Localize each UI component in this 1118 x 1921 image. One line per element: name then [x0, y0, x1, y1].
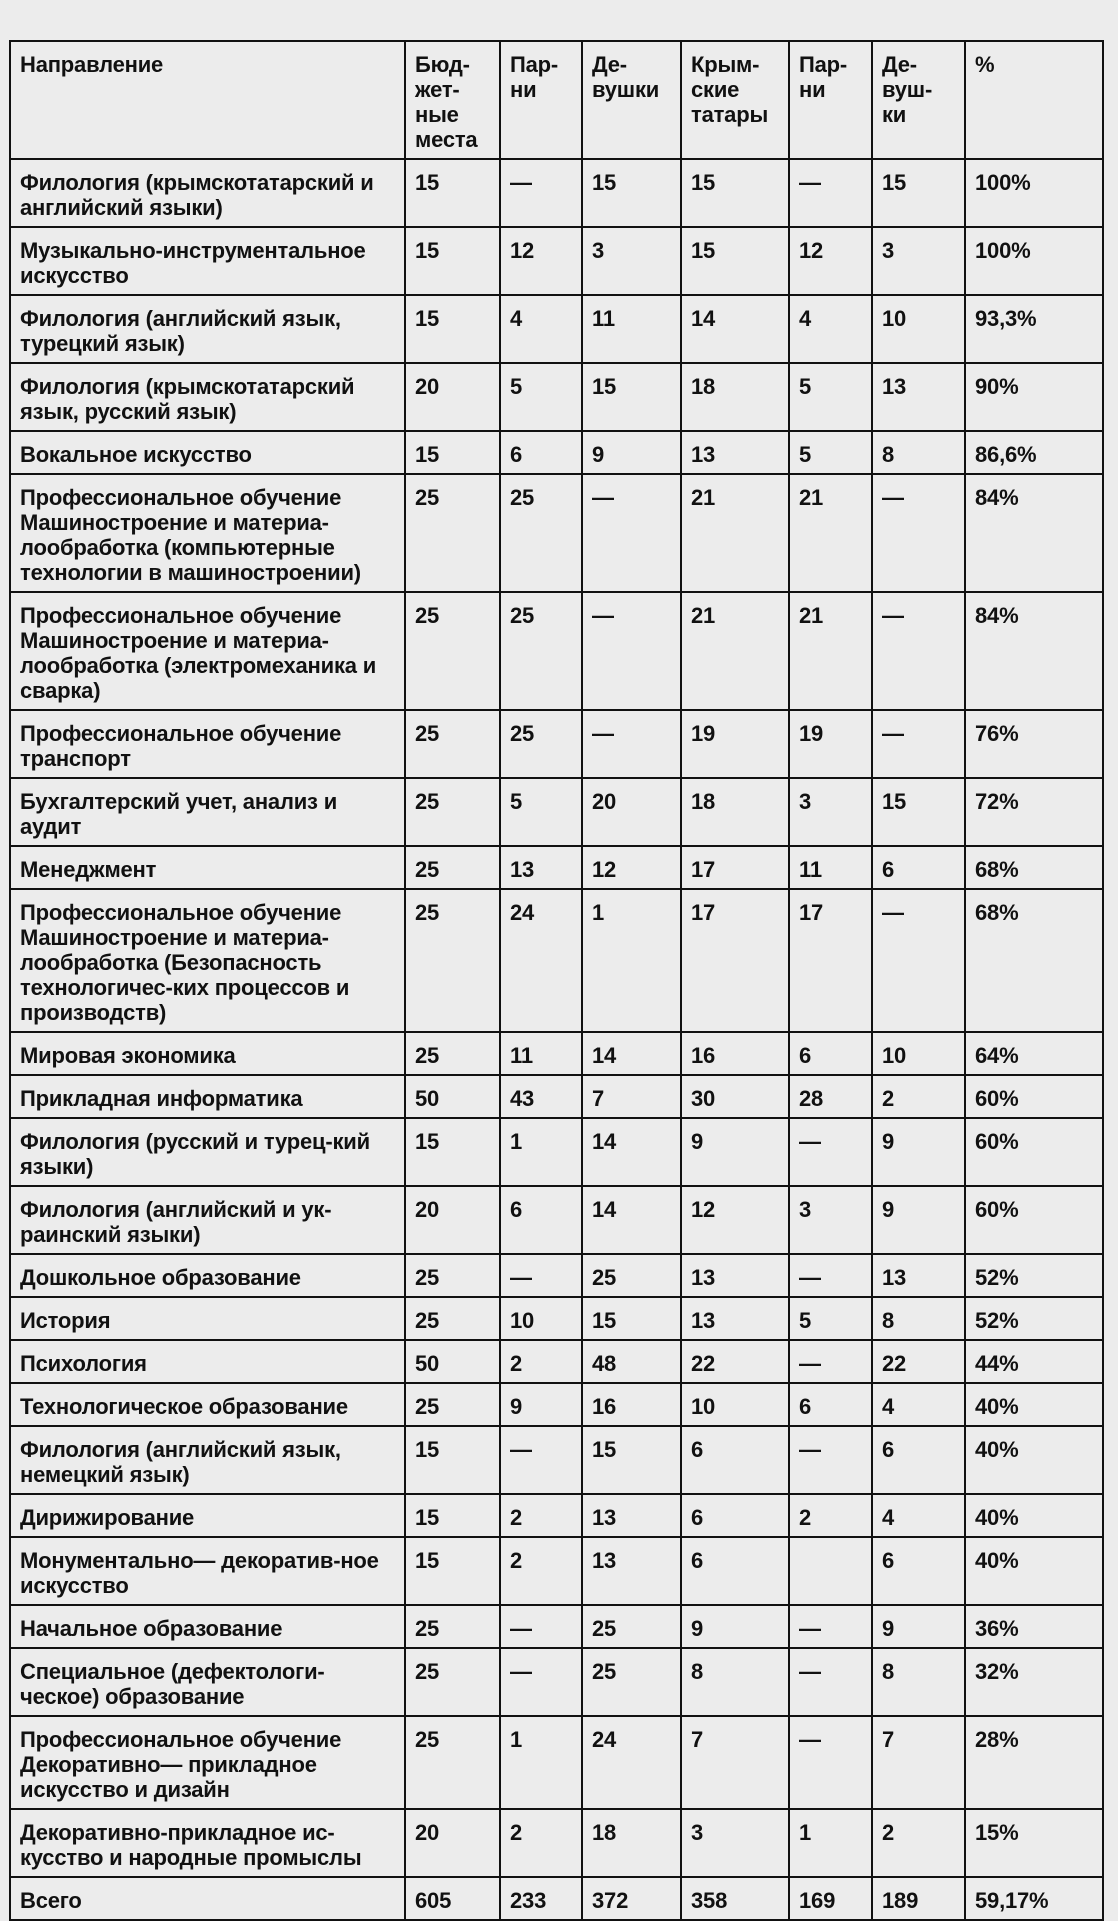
cell-crimean-tatars: 12 [681, 1186, 789, 1254]
table-header-row [10, 41, 1103, 159]
cell-percent: 68% [965, 889, 1103, 1032]
cell-girls: 13 [582, 1537, 681, 1605]
table-row [10, 1383, 1103, 1426]
header-line: жет- [415, 77, 460, 102]
cell-direction: Декоративно-прикладное ис-кусство и народные промыслы [10, 1809, 405, 1877]
table-row [10, 1605, 1103, 1648]
cell-percent: 40% [965, 1537, 1103, 1605]
cell-crimean-tatars: 9 [681, 1118, 789, 1186]
cell-budget-places: 25 [405, 1383, 500, 1426]
cell-direction: Дошкольное образование [10, 1254, 405, 1297]
cell-budget-places: 15 [405, 431, 500, 474]
cell-boys: 2 [500, 1340, 582, 1383]
cell-tatar-boys: 5 [789, 1297, 872, 1340]
cell-direction: Филология (английский язык, турецкий язык) [10, 295, 405, 363]
table-row [10, 1648, 1103, 1716]
cell-percent: 86,6% [965, 431, 1103, 474]
cell-girls: 25 [582, 1254, 681, 1297]
cell-budget-places: 25 [405, 1605, 500, 1648]
cell-crimean-tatars: 6 [681, 1537, 789, 1605]
table-row [10, 778, 1103, 846]
cell-percent: 40% [965, 1494, 1103, 1537]
cell-percent: 68% [965, 846, 1103, 889]
cell-direction: Начальное образование [10, 1605, 405, 1648]
cell-tatar-girls: 9 [872, 1605, 965, 1648]
cell-crimean-tatars: 22 [681, 1340, 789, 1383]
cell-tatar-boys: — [789, 1648, 872, 1716]
table-row [10, 1494, 1103, 1537]
header-line: Де- [882, 52, 917, 77]
table-row [10, 846, 1103, 889]
table-row [10, 227, 1103, 295]
cell-boys: 24 [500, 889, 582, 1032]
cell-crimean-tatars: 17 [681, 846, 789, 889]
cell-percent: 52% [965, 1297, 1103, 1340]
table-row [10, 1809, 1103, 1877]
cell-direction: Монументально— декоратив-ное искусство [10, 1537, 405, 1605]
cell-girls: 3 [582, 227, 681, 295]
cell-tatar-girls: 13 [872, 1254, 965, 1297]
cell-percent: 32% [965, 1648, 1103, 1716]
header-line: ни [799, 77, 826, 102]
cell-tatar-girls: — [872, 474, 965, 592]
cell-girls: 15 [582, 363, 681, 431]
table-row [10, 710, 1103, 778]
cell-crimean-tatars: 13 [681, 431, 789, 474]
cell-percent: 59,17% [965, 1877, 1103, 1920]
header-line: Пар- [510, 52, 559, 77]
cell-direction: Психология [10, 1340, 405, 1383]
cell-tatar-boys: — [789, 159, 872, 227]
cell-boys: 4 [500, 295, 582, 363]
cell-crimean-tatars: 358 [681, 1877, 789, 1920]
cell-budget-places: 20 [405, 363, 500, 431]
cell-boys: 25 [500, 592, 582, 710]
cell-crimean-tatars: 21 [681, 474, 789, 592]
cell-crimean-tatars: 6 [681, 1494, 789, 1537]
cell-tatar-girls: 4 [872, 1383, 965, 1426]
cell-budget-places: 25 [405, 846, 500, 889]
cell-budget-places: 15 [405, 1118, 500, 1186]
cell-girls: 15 [582, 1426, 681, 1494]
cell-budget-places: 25 [405, 1648, 500, 1716]
cell-tatar-boys: 169 [789, 1877, 872, 1920]
cell-tatar-girls: 6 [872, 1426, 965, 1494]
cell-tatar-girls: 13 [872, 363, 965, 431]
cell-percent: 84% [965, 592, 1103, 710]
header-line: вушки [592, 77, 660, 102]
cell-direction: Менеджмент [10, 846, 405, 889]
cell-boys: 233 [500, 1877, 582, 1920]
cell-direction: История [10, 1297, 405, 1340]
cell-budget-places: 15 [405, 295, 500, 363]
cell-boys: 12 [500, 227, 582, 295]
cell-tatar-boys: 2 [789, 1494, 872, 1537]
cell-tatar-girls: 10 [872, 295, 965, 363]
cell-percent: 44% [965, 1340, 1103, 1383]
cell-budget-places: 15 [405, 159, 500, 227]
cell-girls: 14 [582, 1186, 681, 1254]
cell-tatar-boys [789, 1537, 872, 1605]
table-row [10, 1537, 1103, 1605]
cell-tatar-boys: 5 [789, 431, 872, 474]
cell-tatar-boys: 4 [789, 295, 872, 363]
table-row [10, 1340, 1103, 1383]
cell-crimean-tatars: 16 [681, 1032, 789, 1075]
cell-girls: 20 [582, 778, 681, 846]
cell-girls: 24 [582, 1716, 681, 1809]
header-line: Крым- [691, 52, 760, 77]
table-row [10, 363, 1103, 431]
cell-tatar-girls: — [872, 889, 965, 1032]
table-row [10, 474, 1103, 592]
cell-girls: 11 [582, 295, 681, 363]
cell-boys: 1 [500, 1716, 582, 1809]
cell-girls: 1 [582, 889, 681, 1032]
cell-percent: 90% [965, 363, 1103, 431]
cell-tatar-boys: 3 [789, 778, 872, 846]
cell-tatar-girls: 7 [872, 1716, 965, 1809]
cell-percent: 100% [965, 159, 1103, 227]
header-line: Де- [592, 52, 627, 77]
cell-boys: 25 [500, 710, 582, 778]
cell-tatar-girls: 2 [872, 1809, 965, 1877]
cell-girls: 16 [582, 1383, 681, 1426]
cell-boys: — [500, 1426, 582, 1494]
cell-budget-places: 15 [405, 1494, 500, 1537]
cell-budget-places: 15 [405, 1537, 500, 1605]
cell-budget-places: 25 [405, 778, 500, 846]
cell-budget-places: 25 [405, 889, 500, 1032]
cell-crimean-tatars: 6 [681, 1426, 789, 1494]
cell-tatar-girls: 3 [872, 227, 965, 295]
cell-girls: 372 [582, 1877, 681, 1920]
cell-tatar-boys: 12 [789, 227, 872, 295]
header-girls [582, 41, 681, 159]
cell-crimean-tatars: 13 [681, 1254, 789, 1297]
header-line: Бюд- [415, 52, 470, 77]
cell-boys: 2 [500, 1494, 582, 1537]
cell-direction: Профессиональное обучение Машиностроение и материа-лообработка (компьютерные технологии в машиностроении) [10, 474, 405, 592]
header-direction [10, 41, 405, 159]
cell-percent: 100% [965, 227, 1103, 295]
cell-tatar-girls: — [872, 592, 965, 710]
header-tatar-girls [872, 41, 965, 159]
header-line: Направление [20, 52, 164, 77]
cell-tatar-boys: 5 [789, 363, 872, 431]
cell-girls: 48 [582, 1340, 681, 1383]
cell-crimean-tatars: 3 [681, 1809, 789, 1877]
cell-direction: Филология (крымскотатарский и английский языки) [10, 159, 405, 227]
cell-direction: Вокальное искусство [10, 431, 405, 474]
cell-percent: 40% [965, 1426, 1103, 1494]
cell-crimean-tatars: 30 [681, 1075, 789, 1118]
cell-budget-places: 25 [405, 1297, 500, 1340]
cell-direction: Профессиональное обучение Машиностроение и материа-лообработка (электромеханика и сварка) [10, 592, 405, 710]
cell-tatar-girls: 189 [872, 1877, 965, 1920]
cell-direction: Мировая экономика [10, 1032, 405, 1075]
cell-girls: 7 [582, 1075, 681, 1118]
cell-direction: Профессиональное обучение транспорт [10, 710, 405, 778]
cell-boys: 2 [500, 1809, 582, 1877]
cell-boys: 11 [500, 1032, 582, 1075]
header-percent [965, 41, 1103, 159]
cell-direction: Специальное (дефектологи-ческое) образование [10, 1648, 405, 1716]
cell-crimean-tatars: 15 [681, 227, 789, 295]
cell-tatar-girls: 9 [872, 1186, 965, 1254]
cell-tatar-girls: 8 [872, 1297, 965, 1340]
cell-tatar-girls: 8 [872, 431, 965, 474]
cell-budget-places: 25 [405, 474, 500, 592]
cell-girls: 25 [582, 1648, 681, 1716]
cell-tatar-boys: 19 [789, 710, 872, 778]
admission-table [9, 40, 1104, 1921]
header-tatar-boys [789, 41, 872, 159]
cell-girls: 9 [582, 431, 681, 474]
header-line: ные [415, 102, 459, 127]
cell-percent: 64% [965, 1032, 1103, 1075]
cell-boys: — [500, 159, 582, 227]
cell-direction: Технологическое образование [10, 1383, 405, 1426]
header-line: % [975, 52, 995, 77]
table-row [10, 1075, 1103, 1118]
cell-tatar-girls: 6 [872, 1537, 965, 1605]
total-row [10, 1877, 1103, 1920]
header-line: ские [691, 77, 740, 102]
cell-percent: 72% [965, 778, 1103, 846]
cell-tatar-boys: — [789, 1605, 872, 1648]
header-line: ни [510, 77, 537, 102]
table-row [10, 295, 1103, 363]
cell-direction: Филология (крымскотатарский язык, русский язык) [10, 363, 405, 431]
table-row [10, 1716, 1103, 1809]
cell-tatar-boys: 21 [789, 592, 872, 710]
cell-percent: 52% [965, 1254, 1103, 1297]
cell-boys: — [500, 1254, 582, 1297]
cell-boys: 6 [500, 431, 582, 474]
cell-tatar-boys: — [789, 1426, 872, 1494]
cell-percent: 76% [965, 710, 1103, 778]
header-crimean-tatars [681, 41, 789, 159]
cell-boys: 2 [500, 1537, 582, 1605]
table-row [10, 1118, 1103, 1186]
cell-boys: — [500, 1605, 582, 1648]
cell-girls: 13 [582, 1494, 681, 1537]
cell-direction: Филология (английский язык, немецкий язык) [10, 1426, 405, 1494]
cell-budget-places: 15 [405, 1426, 500, 1494]
cell-budget-places: 20 [405, 1809, 500, 1877]
table-row [10, 1297, 1103, 1340]
table-row [10, 1426, 1103, 1494]
cell-girls: 12 [582, 846, 681, 889]
cell-girls: — [582, 592, 681, 710]
cell-budget-places: 50 [405, 1340, 500, 1383]
cell-crimean-tatars: 18 [681, 363, 789, 431]
cell-tatar-boys: 6 [789, 1383, 872, 1426]
header-line: Пар- [799, 52, 848, 77]
cell-direction: Профессиональное обучение Машиностроение и материа-лообработка (Безопасность технологичес-ких процессов и производств) [10, 889, 405, 1032]
cell-percent: 28% [965, 1716, 1103, 1809]
cell-girls: 25 [582, 1605, 681, 1648]
cell-crimean-tatars: 21 [681, 592, 789, 710]
cell-budget-places: 25 [405, 1254, 500, 1297]
cell-budget-places: 605 [405, 1877, 500, 1920]
cell-girls: 14 [582, 1032, 681, 1075]
cell-tatar-boys: — [789, 1340, 872, 1383]
cell-percent: 93,3% [965, 295, 1103, 363]
cell-percent: 36% [965, 1605, 1103, 1648]
cell-tatar-boys: 11 [789, 846, 872, 889]
cell-tatar-boys: 17 [789, 889, 872, 1032]
cell-crimean-tatars: 15 [681, 159, 789, 227]
cell-tatar-girls: 22 [872, 1340, 965, 1383]
cell-percent: 60% [965, 1075, 1103, 1118]
cell-boys: 5 [500, 778, 582, 846]
cell-budget-places: 25 [405, 1032, 500, 1075]
cell-tatar-boys: — [789, 1118, 872, 1186]
table-row [10, 1254, 1103, 1297]
cell-tatar-girls: 4 [872, 1494, 965, 1537]
header-line: татары [691, 102, 769, 127]
header-budget-places [405, 41, 500, 159]
cell-boys: 9 [500, 1383, 582, 1426]
table-body [10, 159, 1103, 1920]
cell-crimean-tatars: 7 [681, 1716, 789, 1809]
cell-percent: 40% [965, 1383, 1103, 1426]
cell-crimean-tatars: 19 [681, 710, 789, 778]
cell-girls: 15 [582, 159, 681, 227]
cell-tatar-girls: 10 [872, 1032, 965, 1075]
cell-girls: 14 [582, 1118, 681, 1186]
cell-percent: 84% [965, 474, 1103, 592]
cell-tatar-boys: 6 [789, 1032, 872, 1075]
cell-boys: 25 [500, 474, 582, 592]
cell-direction: Филология (английский и ук-раинский языки) [10, 1186, 405, 1254]
cell-tatar-girls: 8 [872, 1648, 965, 1716]
cell-tatar-girls: — [872, 710, 965, 778]
header-line: ки [882, 102, 907, 127]
cell-percent: 15% [965, 1809, 1103, 1877]
cell-percent: 60% [965, 1186, 1103, 1254]
cell-girls: 15 [582, 1297, 681, 1340]
cell-girls: — [582, 710, 681, 778]
table-row [10, 159, 1103, 227]
cell-direction: Прикладная информатика [10, 1075, 405, 1118]
cell-boys: — [500, 1648, 582, 1716]
cell-crimean-tatars: 17 [681, 889, 789, 1032]
cell-budget-places: 15 [405, 227, 500, 295]
cell-tatar-boys: 3 [789, 1186, 872, 1254]
header-line: вуш- [882, 77, 933, 102]
cell-crimean-tatars: 8 [681, 1648, 789, 1716]
cell-tatar-boys: — [789, 1254, 872, 1297]
cell-boys: 10 [500, 1297, 582, 1340]
cell-budget-places: 25 [405, 1716, 500, 1809]
cell-tatar-boys: 28 [789, 1075, 872, 1118]
cell-budget-places: 25 [405, 710, 500, 778]
cell-boys: 5 [500, 363, 582, 431]
cell-crimean-tatars: 13 [681, 1297, 789, 1340]
cell-boys: 1 [500, 1118, 582, 1186]
cell-budget-places: 25 [405, 592, 500, 710]
cell-budget-places: 20 [405, 1186, 500, 1254]
cell-budget-places: 50 [405, 1075, 500, 1118]
cell-tatar-boys: — [789, 1716, 872, 1809]
header-boys [500, 41, 582, 159]
cell-crimean-tatars: 10 [681, 1383, 789, 1426]
cell-direction: Филология (русский и турец-кий языки) [10, 1118, 405, 1186]
table-row [10, 592, 1103, 710]
cell-tatar-girls: 15 [872, 159, 965, 227]
cell-crimean-tatars: 9 [681, 1605, 789, 1648]
cell-direction: Бухгалтерский учет, анализ и аудит [10, 778, 405, 846]
cell-crimean-tatars: 18 [681, 778, 789, 846]
cell-girls: 18 [582, 1809, 681, 1877]
cell-tatar-boys: 21 [789, 474, 872, 592]
cell-boys: 43 [500, 1075, 582, 1118]
cell-boys: 13 [500, 846, 582, 889]
cell-percent: 60% [965, 1118, 1103, 1186]
cell-tatar-girls: 9 [872, 1118, 965, 1186]
cell-tatar-boys: 1 [789, 1809, 872, 1877]
cell-direction: Всего [10, 1877, 405, 1920]
cell-direction: Дирижирование [10, 1494, 405, 1537]
table-row [10, 431, 1103, 474]
cell-direction: Музыкально-инструментальное искусство [10, 227, 405, 295]
header-line: места [415, 127, 478, 152]
cell-tatar-girls: 15 [872, 778, 965, 846]
table-row [10, 889, 1103, 1032]
table-row [10, 1032, 1103, 1075]
cell-tatar-girls: 2 [872, 1075, 965, 1118]
cell-boys: 6 [500, 1186, 582, 1254]
cell-direction: Профессиональное обучение Декоративно— прикладное искусство и дизайн [10, 1716, 405, 1809]
cell-tatar-girls: 6 [872, 846, 965, 889]
cell-crimean-tatars: 14 [681, 295, 789, 363]
table-row [10, 1186, 1103, 1254]
cell-girls: — [582, 474, 681, 592]
